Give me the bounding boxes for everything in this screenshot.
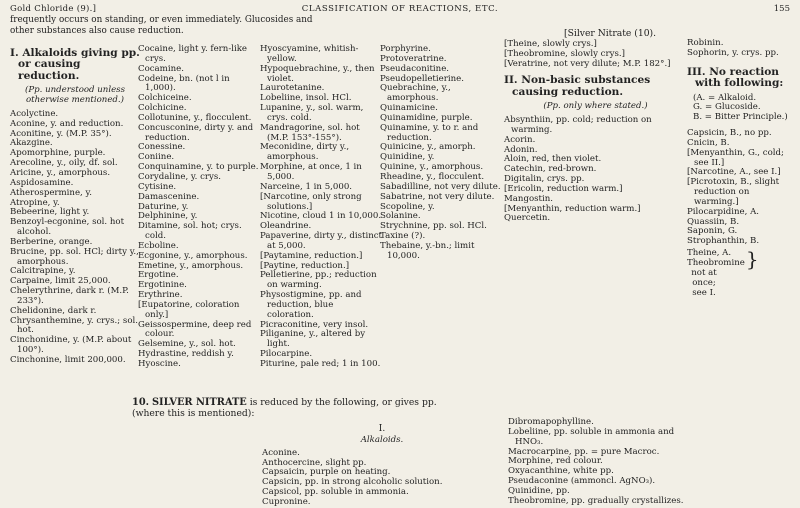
section-heading-alkaloids: I. Alkaloids giving pp. or causing reduction. [10, 47, 140, 82]
list-item: Coniine. [138, 152, 175, 163]
list-item: Capsicin, B., no pp. [687, 128, 772, 139]
list-item: Emetine, y., amorphous. [138, 260, 244, 271]
list-item: Robinin. [687, 38, 724, 48]
list-item: Solanine. [380, 211, 421, 222]
column-3 [260, 45, 382, 370]
list-item: (A. = Alkaloid. [693, 92, 757, 103]
list-item: Aloin, red, then violet. [504, 154, 602, 165]
list-item: Corydaline, y. crys. [138, 171, 222, 182]
list-item: Arecoline, y., oily, df. sol. [10, 158, 118, 169]
list-item: Oxyacanthine, white pp. [508, 466, 614, 477]
list-item: Thebaine, y.-bn.; limit 10,000. [380, 240, 475, 261]
silver-nitrate-section [120, 398, 680, 419]
list-item: Benzoyl-ecgonine, sol. hot alcohol. [10, 217, 125, 238]
brace-item: Theine, A. [687, 248, 732, 259]
list-item: Pseudaconine (ammoncl. AgNO₃). [508, 476, 656, 487]
list-item: Quinamidine, purple. [380, 112, 473, 123]
list-item: [Narcotine, A., see I.] [687, 167, 781, 178]
list-item: Codeine, bn. (not l in 1,000). [138, 73, 230, 94]
list-item: Hyoscine. [138, 359, 181, 369]
sub-title: Alkaloids. [360, 434, 404, 445]
heading-title: SILVER NITRATE [151, 397, 247, 408]
list-item: Strychnine, pp. sol. HCl. [380, 221, 487, 232]
list-item: Quebrachine, y., amorphous. [380, 83, 451, 104]
brace-icon: } [745, 247, 759, 272]
list-item: Taxine (?). [380, 231, 426, 242]
list-item: G. = Glucoside. [693, 102, 761, 113]
list-item: Pseudaconitine. [380, 63, 450, 74]
list-item: Quercetin. [504, 213, 551, 224]
intro-paragraph [10, 15, 490, 36]
list-item: Mandragorine, sol. hot (M.P. 153°-155°). [260, 122, 360, 143]
list-item: Laurotetanine. [260, 83, 325, 94]
list-item: Damascenine. [138, 191, 200, 202]
silver-nitrate-head: [Silver Nitrate (10). [564, 28, 657, 39]
list-item: Anthocercine, slight pp. [262, 457, 367, 468]
list-item: Cnicin, B. [687, 137, 730, 148]
list-item: Piturine, pale red; 1 in 100. [260, 359, 381, 369]
section-heading-non-basic: II. Non-basic substances causing reduction. [504, 74, 651, 98]
list-item: Hydrastine, reddish y. [138, 349, 234, 360]
list-item: Lobeliine, pp. soluble in ammonia and HNO₃. [508, 426, 675, 447]
list-item: Atropine, y. [10, 197, 60, 208]
list-item: Collotunine, y., flocculent. [138, 112, 252, 123]
section-heading-no-reaction: III. No reaction with following: [687, 65, 784, 90]
list-item: Sophorin, y. crys. pp. [687, 47, 779, 58]
column-4 [380, 45, 503, 262]
running-head-center: CLASSIFICATION OF REACTIONS, ETC. [301, 4, 499, 14]
list-item: [Narcotine, only strong solutions.] [260, 191, 362, 212]
list-item: Strophanthin, B. [687, 236, 760, 247]
list-item: Pilocarpine. [260, 349, 313, 360]
list-item: Cocaine, light y. fern-like crys. [138, 44, 248, 64]
list-item: Digitalin, crys. pp. [504, 174, 585, 185]
list-item: Atherospermine, y. [10, 187, 92, 198]
list-item: Cupronine. [262, 496, 311, 507]
list-item: Acolyctine. [10, 108, 59, 119]
list-item: Pelletierine, pp.; reduction on warming. [260, 270, 377, 291]
list-item: Porphyrine. [380, 44, 431, 54]
list-item: Dibromapophylline. [508, 417, 594, 427]
list-item: Cytisine. [138, 181, 177, 192]
list-item: Physostigmine, pp. and reduction, blue coloration. [260, 290, 362, 320]
list-item: Absynthiin, pp. cold; reduction on warming. [504, 115, 652, 135]
entry-list [380, 45, 503, 262]
section-note: (Pp. only where stated.) [543, 101, 648, 112]
list-item: Adonin. [504, 144, 538, 155]
list-item: Aconine, y. and reduction. [10, 118, 124, 129]
silver-nitrate-heading-line2: (where this is mentioned): [132, 407, 255, 419]
list-item: [Theobromine, slowly crys.] [504, 48, 625, 59]
list-item: Ecboline. [138, 240, 179, 251]
sub-numeral: I. [378, 424, 386, 434]
list-item: Quinamine, y. to r. and reduction. [380, 122, 479, 143]
list-item: [Theine, slowly crys.] [504, 38, 597, 49]
nitrate-left-column [262, 425, 502, 508]
list-item: Cinchonine, limit 200,000. [10, 355, 126, 365]
list-item: Colchicine. [138, 103, 187, 114]
list-item: Morphine, red colour. [508, 456, 603, 467]
page-number: 155 [773, 4, 790, 14]
list-item: [Paytine, reduction.] [260, 260, 350, 271]
list-item: Rheadine, y., flocculent. [380, 171, 485, 182]
brace-note: not at once; see I. [691, 268, 717, 298]
list-item: Hyoscyamine, whitish-yellow. [260, 44, 359, 64]
list-item: Morphine, at once, 1 in 5,000. [260, 162, 362, 182]
list-item: Catechin, red-brown. [504, 164, 597, 175]
column-6 [687, 29, 793, 299]
list-item: Piliganine, y., altered by light. [260, 329, 366, 350]
list-item: Capsicin, pp. in strong alcoholic solution. [262, 477, 443, 488]
list-item: Quinidine, pp. [508, 485, 570, 496]
list-item: Lupanine, y., sol. warm, crys. cold. [260, 103, 364, 123]
list-item: Carpaine, limit 25,000. [10, 276, 111, 287]
intro-line-2: other substances also cause reduction. [10, 25, 184, 36]
list-item: Aricine, y., amorphous. [10, 167, 111, 178]
list-item: Ergotinine. [138, 280, 187, 291]
list-item: Gelsemine, y., sol. hot. [138, 339, 236, 350]
section-note: (Pp. understood unless otherwise mentioned.) [24, 85, 126, 106]
entry-list [504, 116, 687, 224]
list-item: Ergotine. [138, 270, 179, 281]
heading-number: 10. [132, 397, 150, 408]
list-item: Capsaicin, purple on heating. [262, 467, 391, 478]
list-item: Cinchonidine, y. (M.P. about 100°). [10, 335, 132, 356]
entry-list [262, 449, 502, 508]
list-item: Conquinamine, y. to purple. [138, 162, 259, 173]
list-item: Apomorphine, purple. [10, 148, 106, 159]
list-item: Pseudopelletierine. [380, 73, 464, 84]
entry-list [138, 45, 260, 370]
entry-list [260, 45, 382, 370]
list-item: Saponin, G. [687, 226, 738, 237]
list-item: Capsicol, pp. soluble in ammonia. [262, 487, 409, 498]
entry-list [10, 110, 140, 366]
list-item: Scopoline, y. [380, 201, 435, 212]
list-item: [Eupatorine, coloration only.] [138, 299, 240, 320]
list-item: Bebeerine, light y. [10, 207, 90, 218]
list-item: Oleandrine. [260, 221, 312, 232]
running-head [10, 3, 790, 15]
list-item: Chelerythrine, dark r. (M.P. 233°). [10, 286, 129, 306]
list-item: Ditamine, sol. hot; crys. cold. [138, 221, 242, 242]
list-item: Quinicine, y., amorph. [380, 142, 476, 153]
intro-line-1: frequently occurs on standing, or even immediately. Glucosides and [10, 15, 313, 25]
list-item: Quassiin, B. [687, 216, 740, 227]
list-item: Quinamicine. [380, 103, 438, 114]
theine-brace-group [687, 249, 793, 298]
legend-list [693, 94, 793, 124]
list-item: B. = Bitter Principle.) [693, 112, 788, 123]
list-item: Conessine. [138, 142, 186, 153]
list-item: Chelidonine, dark r. [10, 305, 97, 316]
entry-list [687, 39, 793, 59]
list-item: Narceine, 1 in 5,000. [260, 181, 353, 192]
list-item: Concusconine, dirty y. and reduction. [138, 122, 254, 143]
column-5 [504, 29, 687, 224]
list-item: [Picrotoxin, B., slight reduction on warming.] [687, 177, 780, 207]
list-item: Pilocarpidine, A. [687, 206, 760, 217]
list-item: Aspidosamine. [10, 177, 74, 188]
column-2 [138, 45, 260, 370]
entry-list [687, 129, 793, 247]
list-item: Erythrine. [138, 290, 183, 301]
list-item: Quinidine, y. [380, 152, 435, 163]
silver-nitrate-heading [120, 398, 680, 409]
list-item: Quinine, y., amorphous. [380, 162, 484, 173]
list-item: [Ericolin, reduction warm.] [504, 183, 623, 194]
list-item: [Veratrine, not very dilute; M.P. 182°.] [504, 58, 671, 69]
list-item: Macrocarpine, pp. = pure Macroc. [508, 446, 660, 457]
heading-rest: is reduced by the following, or gives pp. [249, 397, 437, 408]
list-item: Ecgonine, y., amorphous. [138, 250, 248, 261]
list-item: Sabadilline, not very dilute. [380, 181, 501, 192]
list-item: Cocamine. [138, 63, 184, 74]
entry-list [508, 418, 693, 507]
list-item: Acorin. [504, 134, 536, 145]
list-item: Protoveratrine. [380, 53, 447, 64]
list-item: Geissospermine, deep red colour. [138, 319, 252, 340]
list-item: Aconitine, y. (M.P. 35°). [10, 128, 112, 139]
list-item: Papaverine, dirty y., distinct at 5,000. [260, 231, 382, 251]
brace-item: Theobromine [687, 258, 745, 269]
list-item: Aconine. [262, 447, 300, 458]
nitrate-right-column [508, 418, 693, 507]
list-item: Berberine, orange. [10, 236, 93, 247]
list-item: [Menyanthin, G., cold; see II.] [687, 147, 784, 168]
list-item: Hypoquebrachine, y., then violet. [260, 63, 375, 84]
list-item: Lobeliine, insol. HCl. [260, 93, 352, 104]
entry-list [504, 40, 687, 70]
list-item: [Paytamine, reduction.] [260, 250, 363, 261]
list-item: Theobromine, pp. gradually crystallizes. [508, 495, 684, 506]
list-item: Akazgine. [10, 138, 53, 149]
column-1 [10, 45, 140, 366]
list-item: Mangostin. [504, 193, 554, 204]
list-item: Sabatrine, not very dilute. [380, 191, 495, 202]
list-item: Calcitrapine, y. [10, 266, 76, 277]
list-item: Meconidine, dirty y., amorphous. [260, 142, 350, 163]
list-item: Daturine, y. [138, 201, 189, 212]
list-item: Colchiceine. [138, 93, 192, 104]
list-item: Chrysanthemine, y. crys.; sol. hot. [10, 315, 138, 336]
list-item: Nicotine, cloud 1 in 10,000. [260, 211, 382, 222]
running-head-left: Gold Chloride (9).] [10, 4, 97, 14]
list-item: [Menyanthin, reduction warm.] [504, 203, 641, 214]
list-item: Delphinine, y. [138, 211, 198, 222]
list-item: Brucine, pp. sol. HCl; dirty y., amorphous. [10, 246, 139, 267]
list-item: Picraconitine, very insol. [260, 319, 369, 330]
